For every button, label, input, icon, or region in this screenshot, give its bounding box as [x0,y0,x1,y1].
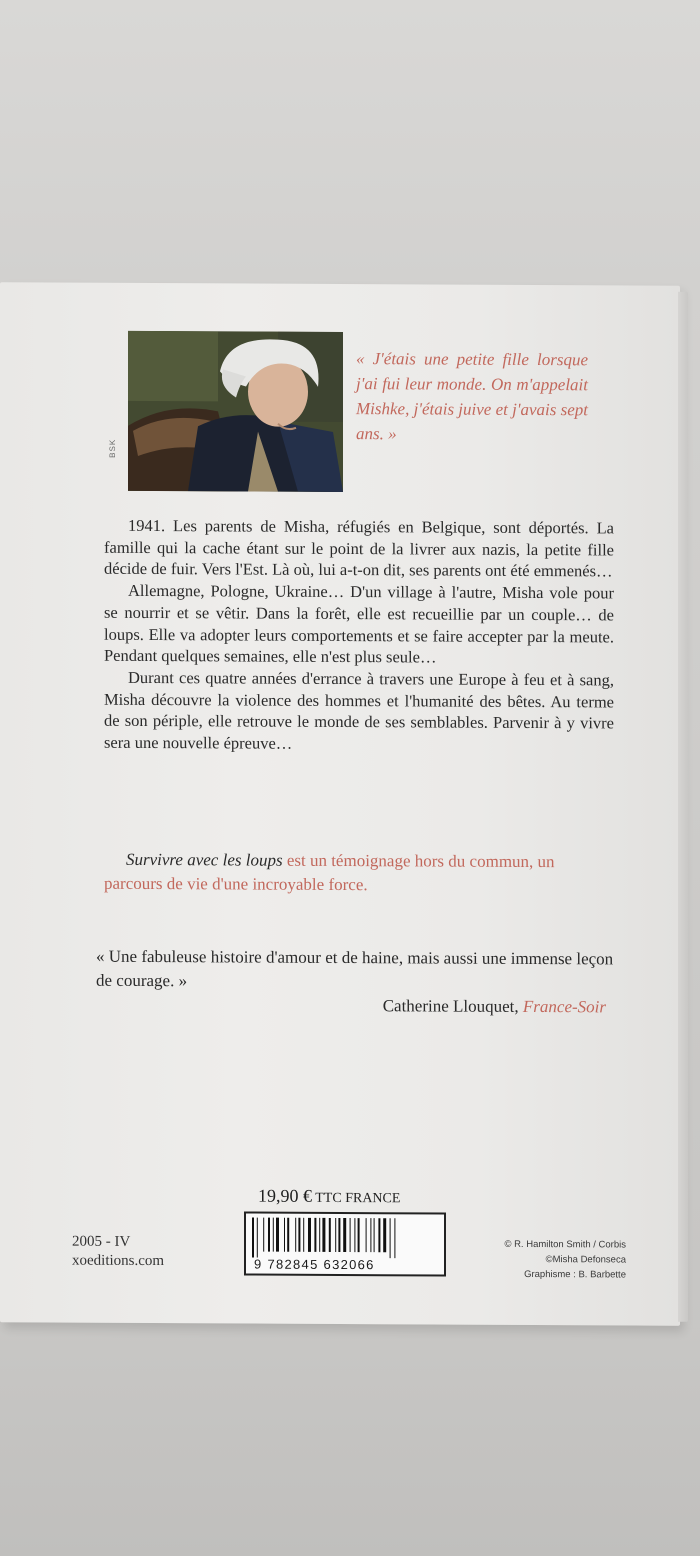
barcode-bar [252,1218,254,1258]
highlight-statement [104,848,614,899]
review-attribution [96,993,616,1020]
highlight-text: est un témoignage hors du commun, un parcours de vie d'une incroyable force. [104,850,555,895]
price-suffix: TTC FRANCE [312,1190,401,1207]
barcode-bar [314,1218,316,1252]
publisher-website: xoeditions.com [72,1252,165,1270]
synopsis-paragraph: Durant ces quatre années d'errance à travers une Europe à feu et à sang, Misha découvre la violence des hommes et l'humanité des bêtes. Au terme de son périple, elle retrouve le monde de ses semblables. Parvenir à y vivre sera une nouvelle épreuve… [104,667,614,753]
edition-year: 2005 - IV [72,1233,131,1250]
credit-line: © R. Hamilton Smith / Corbis [504,1238,626,1251]
barcode-bar [350,1218,351,1252]
barcode-bar [273,1218,274,1252]
barcode-bar [276,1218,279,1252]
barcode-bar [366,1218,367,1252]
review-author: Catherine Llouquet, [382,996,523,1016]
barcode-bar [358,1218,360,1252]
barcode-bar [329,1218,331,1252]
barcode-bar [287,1218,289,1252]
barcode-bar [374,1218,375,1252]
photo-credit: BSK [108,438,117,458]
barcode-bar [319,1218,320,1252]
barcode-bar [343,1218,346,1252]
isbn-number: 9 782845 632066 [254,1256,375,1273]
synopsis-paragraph: Allemagne, Pologne, Ukraine… D'un village à l'autre, Misha vole pour se nourrir et se vêtir. Dans la forêt, elle est recueillie par un couple… de loups. Elle va adopter leurs comportements et se faire accepter par la meute. Pendant quelques semaines, elle n'est plus seule… [104,580,614,667]
barcode-bar [322,1218,325,1252]
barcode-bar [295,1218,296,1252]
credit-line: Graphisme : B. Barbette [524,1268,626,1281]
book-back-cover [0,282,680,1326]
edition-info [72,1233,164,1271]
review-quote: « Une fabuleuse histoire d'amour et de haine, mais aussi une immense leçon de courage. » [96,946,614,991]
review-source: France-Soir [522,996,606,1017]
barcode-bar [303,1218,304,1252]
barcode-bar [308,1218,311,1252]
intro-quote: « J'étais une petite fille lorsque j'ai fui leur monde. On m'appelait Mishke, j'étais juive et j'avais sept ans. » [356,349,588,444]
author-photo [128,331,343,492]
barcode-bar [383,1218,386,1252]
book-title: Survivre avec les loups [126,849,283,870]
barcode-bar [263,1218,264,1252]
barcode-bar [390,1218,391,1258]
barcode-bar [378,1218,380,1252]
press-review [96,945,616,1020]
barcode-bar [394,1218,395,1258]
credit-line: ©Misha Defonseca [545,1254,626,1266]
synopsis-paragraph: 1941. Les parents de Misha, réfugiés en Belgique, sont déportés. La famille qui la cache étant sur le point de la livrer aux nazis, la petite fille décide de fuir. Vers l'Est. Là où, lui a-t-on dit, ses parents ont été emmenés… [104,515,614,581]
barcode-bar [338,1218,340,1252]
barcode [244,1211,446,1276]
barcode-bar [284,1218,285,1252]
barcode-bar [298,1218,300,1252]
price-amount: 19,90 € [258,1185,312,1206]
synopsis [104,515,614,756]
image-credits [456,1237,626,1283]
table-surface [0,1320,700,1556]
barcode-bar [370,1218,371,1252]
price-label [258,1186,400,1208]
barcode-bars [246,1214,444,1259]
barcode-bar [354,1218,355,1252]
barcode-bar [335,1218,336,1252]
book-edge [678,292,688,1322]
barcode-bar [268,1218,270,1252]
barcode-bar [257,1218,258,1258]
